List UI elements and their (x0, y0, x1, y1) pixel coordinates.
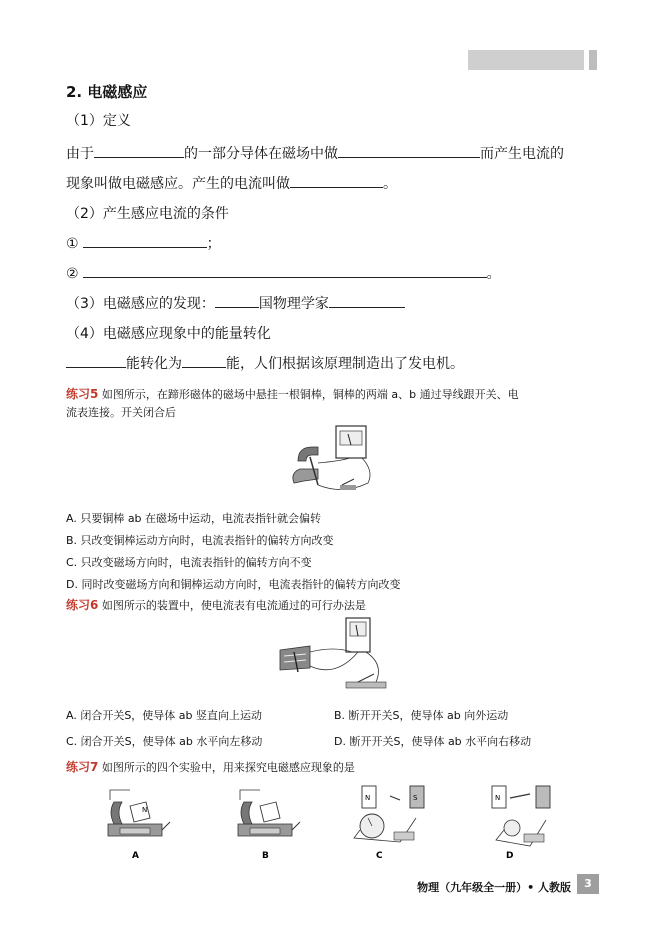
cond2-end: 。 (486, 266, 501, 282)
def-text-e: 。 (383, 176, 397, 192)
blank-field[interactable] (182, 353, 226, 368)
def-text-d: 现象叫做电磁感应。产生的电流叫做 (66, 176, 290, 192)
exercise-6-tag: 练习6 (66, 598, 99, 612)
exercise-6-option-b[interactable]: B. 断开开关S，使导体 ab 向外运动 (334, 709, 509, 722)
blank-field[interactable] (338, 143, 480, 158)
exercise-7-stem (66, 758, 355, 777)
exercise-6-text: 如图所示的装置中，使电流表有电流通过的可行办法是 (98, 599, 366, 612)
figure-b-apparatus (238, 790, 300, 836)
energy-text-b: 能，人们根据该原理制造出了发电机。 (226, 356, 464, 372)
figure-a-label: A (132, 851, 139, 861)
def-text-c: 而产生电流的 (480, 146, 564, 162)
definition-heading: （1）定义 (66, 113, 131, 129)
exercise-7-text: 如图所示的四个实验中，用来探究电磁感应现象的是 (98, 761, 355, 774)
exercise-5-text-1: 如图所示，在蹄形磁体的磁场中悬挂一根铜棒，铜棒的两端 a、b 通过导线跟开关、电 (98, 388, 519, 401)
figure-c-label: C (376, 851, 383, 861)
exercise-6-stem (66, 596, 366, 615)
def-text-a: 由于 (66, 146, 94, 162)
circle-two-marker: ② (66, 266, 79, 282)
blank-field[interactable] (215, 293, 259, 308)
blank-field[interactable] (83, 263, 487, 278)
blank-field[interactable] (66, 353, 126, 368)
exercise-5-tag: 练习5 (66, 387, 99, 401)
exercise-7-tag: 练习7 (66, 760, 99, 774)
exercise-5-option-b[interactable]: B. 只改变铜棒运动方向时，电流表指针的偏转方向改变 (66, 534, 334, 547)
circle-one-marker: ① (66, 236, 79, 252)
figure-b-label: B (262, 851, 269, 861)
blank-field[interactable] (83, 233, 207, 248)
footer-book-title: 物理（九年级全一册）• 人教版 (417, 881, 571, 894)
definition-line-1 (66, 143, 564, 163)
definition-line-2 (66, 173, 397, 193)
header-tab-bar (468, 50, 584, 70)
exercise-6-figure (276, 616, 400, 696)
blank-field[interactable] (329, 293, 405, 308)
svg-text:N: N (365, 794, 371, 802)
blank-field[interactable] (94, 143, 184, 158)
exercise-5-option-c[interactable]: C. 只改变磁场方向时，电流表指针的偏转方向不变 (66, 556, 312, 569)
disc-text-b: 国物理学家 (258, 296, 329, 312)
energy-text-a: 能转化为 (126, 356, 182, 372)
svg-text:S: S (413, 794, 418, 802)
header-tab-marker (589, 50, 597, 70)
cond1-end: ； (206, 236, 221, 252)
energy-heading: （4）电磁感应现象中的能量转化 (66, 326, 271, 342)
svg-text:N: N (495, 794, 501, 802)
condition-1 (66, 233, 221, 253)
exercise-6-option-c[interactable]: C. 闭合开关S，使导体 ab 水平向左移动 (66, 735, 263, 748)
exercise-6-option-a[interactable]: A. 闭合开关S，使导体 ab 竖直向上运动 (66, 709, 263, 722)
figure-d-label: D (506, 851, 514, 861)
exercise-5-option-a[interactable]: A. 只要铜棒 ab 在磁场中运动，电流表指针就会偏转 (66, 512, 322, 525)
energy-line (66, 353, 464, 373)
condition-2 (66, 263, 501, 283)
exercise-5-option-d[interactable]: D. 同时改变磁场方向和铜棒运动方向时，电流表指针的偏转方向改变 (66, 578, 401, 591)
blank-field[interactable] (290, 173, 383, 188)
section-title: 2. 电磁感应 (66, 83, 148, 101)
svg-text:N: N (142, 806, 148, 814)
exercise-5-text-2: 流表连接。开关闭合后 (66, 406, 176, 419)
def-text-b: 的一部分导体在磁场中做 (184, 146, 338, 162)
exercise-5-stem (66, 385, 602, 422)
exercise-7-figures (100, 778, 600, 864)
disc-text-a: （3）电磁感应的发现： (66, 296, 215, 312)
exercise-6-option-d[interactable]: D. 断开开关S，使导体 ab 水平向右移动 (334, 735, 532, 748)
exercise-5-figure (288, 423, 374, 503)
figure-c-apparatus (354, 786, 424, 842)
figure-d-apparatus (492, 786, 550, 846)
discovery-line (66, 293, 405, 313)
page-number: 3 (577, 874, 599, 894)
figure-a-apparatus (108, 790, 170, 836)
condition-heading: （2）产生感应电流的条件 (66, 206, 229, 222)
